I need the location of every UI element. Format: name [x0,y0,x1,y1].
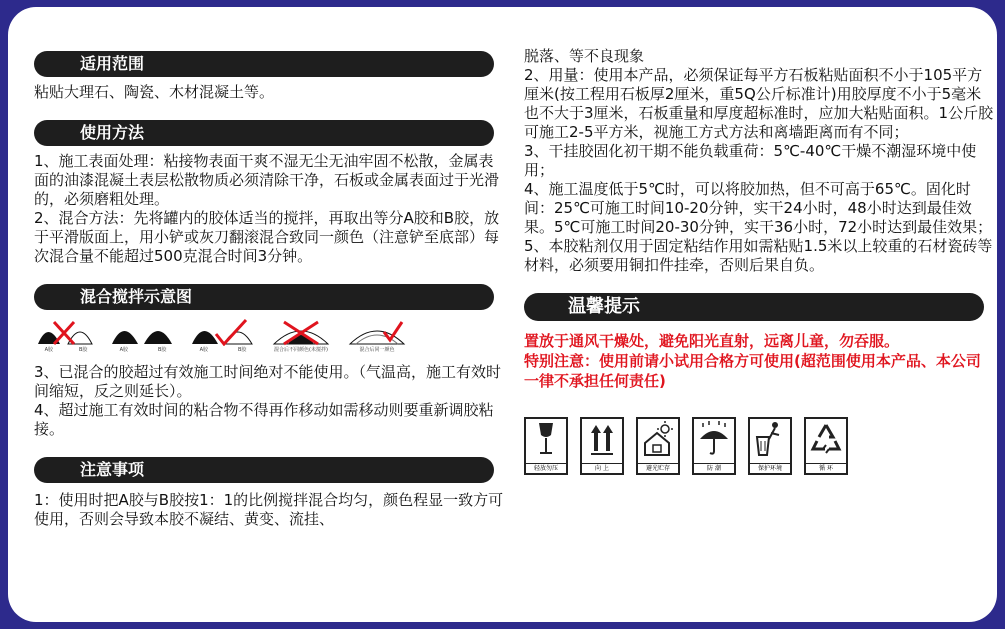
notes-text-3: 3、干挂胶固化初干期不能负载重荷：5℃-40℃干燥不潮湿环境中使用； [524,142,977,179]
usage-step-1: 1、施工表面处理：粘接物表面干爽不湿无尘无油牢固不松散，金属表面的油漆混凝土表层松散物质必须清除干净，石板或金属表面过于光滑的，必须磨粗处理。 [34,152,500,208]
notes-text-4: 4、施工温度低于5℃时，可以将胶加热，但不可高于65℃。固化时间：25℃可施工时间10-20分钟，实干24小时，48小时达到最佳效果。5℃可施工时间20-30分钟，实干36小时，72小时达到最佳效果； [524,180,993,236]
mix-diagram-correct [188,316,258,353]
symbol-this-way-up [580,417,624,475]
symbol-protect-environment [748,417,792,475]
mix-label-b: B胶 [237,347,247,353]
left-column [34,51,504,529]
section-header-warning: 温馨提示 [524,293,984,321]
mixing-diagram [34,316,504,353]
usage-step-2: 2、混合方法：先将罐内的胶体适当的搅拌，再取出等分A胶和B胶，放于平滑版面上，用小铲或灰刀翻滚混合致同一颜色（注意铲至底部）每次混合量不能超过500克混合时间3分钟。 [34,209,500,265]
mix-diagram-even [344,316,410,353]
mix-diagram-wrong-1 [34,316,98,353]
recycle-icon [809,419,843,459]
section-header-mixing: 混合搅拌示意图 [34,284,494,310]
notes-text-5: 5、本胶粘剂仅用于固定粘结作用如需粘贴1.5米以上较重的石材瓷砖等材料，必须要用铜扣件挂牵，否则后果自负。 [524,237,993,274]
keep-from-sun-icon [641,419,675,459]
symbol-label: 轻放勿压 [526,463,566,473]
symbol-keep-from-sun [636,417,680,475]
mix-label-a: A胶 [44,347,53,353]
symbol-label: 防 潮 [694,463,734,473]
section-header-scope: 适用范围 [34,51,494,77]
section-header-usage: 使用方法 [34,120,494,146]
warning-line-2: 特别注意：使用前请小试用合格方可使用(超范围使用本产品、本公司一律不承担任何责任) [524,352,981,390]
notes-text-2: 2、用量：使用本产品，必须保证每平方石板粘贴面积不小于105平方厘米(按工程用石板厚2厘米，重5Q公斤标准计)用胶厚度不小于5毫米也不大于3厘米，石板重量和厚度超标准时，应加大粘贴面积。1公斤胶可施工2-5平方米，视施工方式方法和离墙距离而有不同； [524,66,994,141]
mix-label-b: B胶 [157,347,167,353]
mixing-note-3: 3、已混合的胶超过有效施工时间绝对不能使用。（气温高，施工有效时间缩短，反之则延长）。 [34,363,502,400]
mix-label-even: 混合后同一颜色 [359,347,395,353]
mixing-note-4: 4、超过施工有效时间的粘合物不得再作移动如需移动则要重新调胶粘接。 [34,401,494,438]
this-way-up-icon [587,419,617,459]
fragile-icon [531,419,561,459]
packaging-symbols [524,417,994,475]
notes-text-1: 1：使用时把A胶与B胶按1：1的比例搅拌混合均匀，颜色程显一致方可使用，否则会导致本胶不凝结、黄变、流挂、 [34,491,504,528]
right-column [524,47,994,475]
mix-label-b: B胶 [78,347,88,353]
scope-text: 粘贴大理石、陶瓷、木材混凝土等。 [34,83,275,101]
mix-diagram-wrong-2 [108,316,178,353]
symbol-label: 保护环境 [750,463,790,473]
mix-label-a: A胶 [199,347,208,353]
symbol-fragile [524,417,568,475]
recycle-bin-icon [753,419,787,459]
warning-line-1: 置放于通风干燥处，避免阳光直射，远离儿童，勿吞服。 [524,332,900,350]
section-header-notes: 注意事项 [34,457,494,483]
symbol-label: 避光贮存 [638,463,678,473]
keep-dry-icon [697,419,731,459]
mix-label-a: A胶 [119,347,128,353]
symbol-recycle [804,417,848,475]
product-label-card [8,7,997,622]
mix-diagram-uneven [268,316,334,353]
symbol-label: 循 环 [806,463,846,473]
symbol-label: 向 上 [582,463,622,473]
mix-label-uneven: 混合后不同颜色(未搅拌) [274,347,328,353]
symbol-keep-dry [692,417,736,475]
notes-text-1-continued: 脱落、等不良现象 [524,47,645,65]
